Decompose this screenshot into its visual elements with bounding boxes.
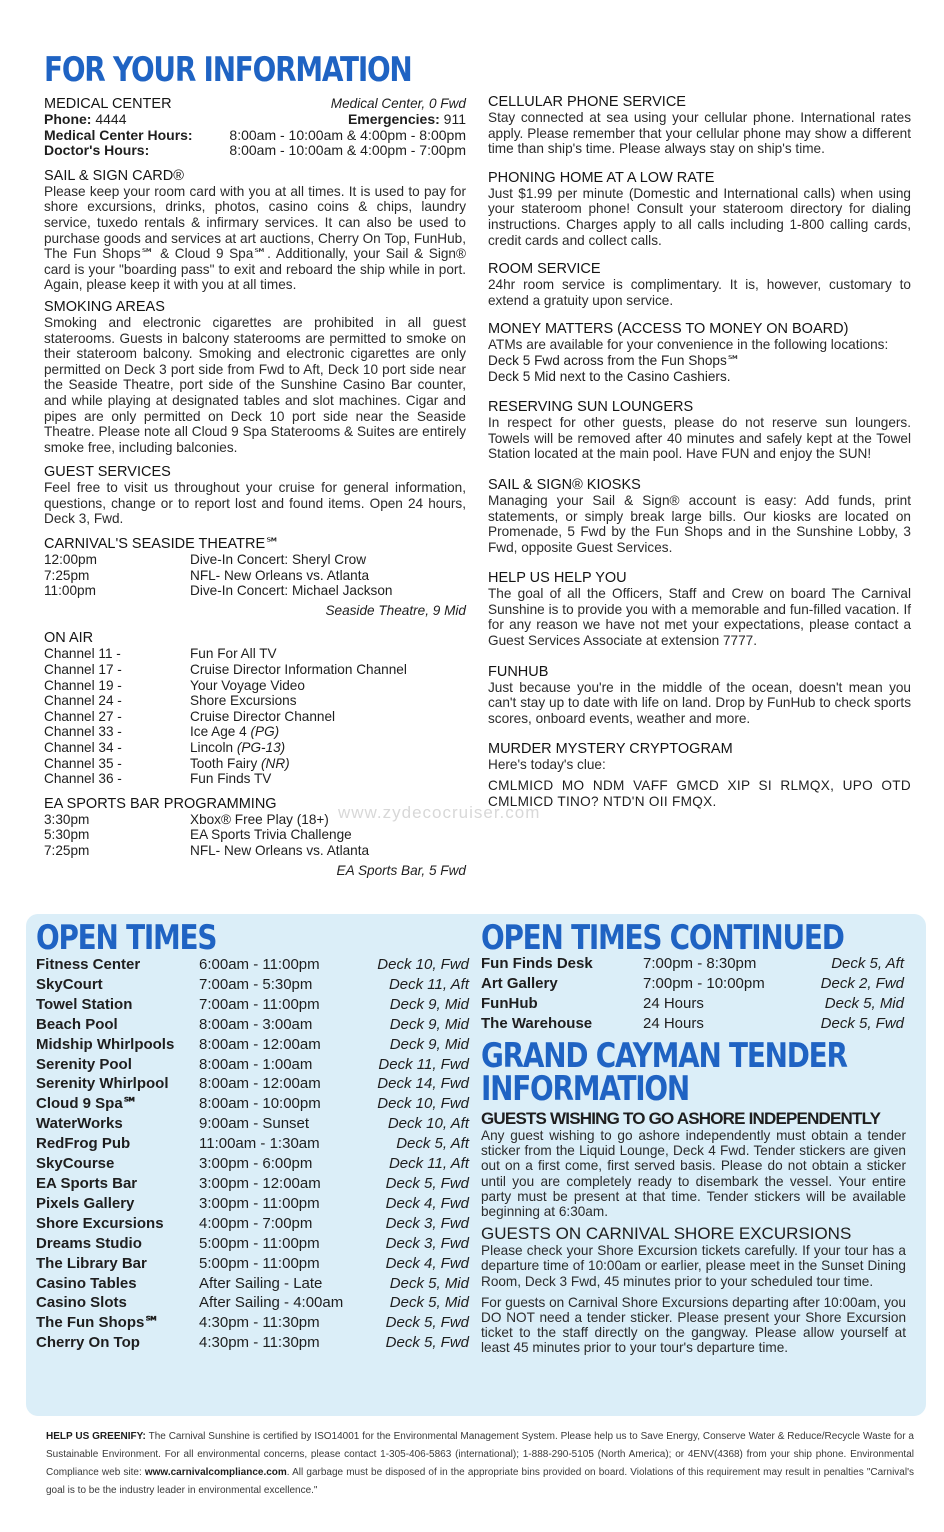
info-body: 24hr room service is complimentary. It is, however, customary to extend a gratuity upon service. bbox=[488, 277, 911, 308]
info-body: Here's today's clue: bbox=[488, 757, 606, 773]
channel-number: Channel 34 - bbox=[44, 740, 122, 755]
phone-number: 4444 bbox=[95, 111, 127, 127]
ea-sports-location: EA Sports Bar, 5 Fwd bbox=[336, 862, 466, 878]
info-heading: MURDER MYSTERY CRYPTOGRAM bbox=[488, 741, 733, 758]
venue-hours: 7:00am - 11:00pm bbox=[199, 995, 320, 1013]
venue-hours: 8:00am - 12:00am bbox=[199, 1035, 321, 1053]
open-times-row bbox=[36, 995, 469, 1015]
schedule-row bbox=[44, 583, 466, 599]
show-title: Ice Age 4 bbox=[190, 724, 251, 740]
schedule-time: 11:00pm bbox=[44, 583, 96, 599]
info-section bbox=[488, 399, 911, 462]
channel-row bbox=[44, 646, 466, 662]
watermark: www.zydecocruiser.com bbox=[338, 803, 541, 822]
venue-name: Casino Slots bbox=[36, 1294, 127, 1312]
open-times-row bbox=[36, 1254, 469, 1274]
footer-text: The Carnival Sunshine is certified by ISO14001 for the Environmental Management System. Please help us to Save Energy, Conserve Water & Reduce/Recycle Waste for a Sustainable Environment. For all environmental concerns, please contact 1-305-406-5863 (international); 1-888-290-5105 (North America); or 4ENV(4368) from your ship phone. Environmental Compliance web site: bbox=[46, 1431, 914, 1478]
info-body: The goal of all the Officers, Staff and Crew on board The Carnival Sunshine is to provide you with a memorable and fun-filled vacation. If for any reason we have not met your expectations, please contact a Guest Services Associate at extension 7777. bbox=[488, 586, 911, 649]
venue-hours: 7:00am - 5:30pm bbox=[199, 975, 313, 993]
venue-location: Deck 5, Aft bbox=[831, 955, 904, 972]
medical-heading: MEDICAL CENTER bbox=[44, 96, 172, 112]
venue-name: The Library Bar bbox=[36, 1254, 147, 1272]
ea-sports-heading: EA SPORTS BAR PROGRAMMING bbox=[44, 795, 277, 812]
channel-row bbox=[44, 709, 466, 725]
show-title: Fun For All TV bbox=[190, 646, 277, 662]
venue-name: WaterWorks bbox=[36, 1115, 123, 1133]
tender-excursions-body: Please check your Shore Excursion tickets carefully. If your tour has a departure time of 10:00am or earlier, please meet in the Sunset Dining Room, Deck 3 Fwd, 45 minutes prior to your scheduled tour time. bbox=[481, 1243, 906, 1289]
venue-name: Fitness Center bbox=[36, 956, 141, 973]
open-times-row bbox=[36, 1035, 469, 1055]
open-times-continued-title: OPEN TIMES CONTINUED bbox=[481, 918, 844, 958]
compliance-link[interactable]: www.carnivalcompliance.com bbox=[144, 1467, 287, 1478]
info-section bbox=[488, 664, 911, 727]
info-line: Deck 5 Fwd across from the Fun Shops℠ bbox=[488, 352, 741, 368]
venue-name: EA Sports Bar bbox=[36, 1174, 138, 1192]
venue-hours: After Sailing - Late bbox=[199, 1274, 323, 1292]
info-section bbox=[488, 477, 911, 555]
schedule-desc: Dive-In Concert: Sheryl Crow bbox=[190, 552, 367, 568]
info-body: Managing your Sail & Sign® account is easy: Add funds, print statements, or simply break large bills. Our kiosks are located on Promenade, 5 Fwd by the Fun Shops and in the Sunshine Lobby, 3 Fwd, opposite Guest Services. bbox=[488, 492, 911, 555]
venue-hours: 5:00pm - 11:00pm bbox=[199, 1234, 320, 1252]
venue-name: The Warehouse bbox=[481, 1014, 593, 1032]
open-times-row bbox=[36, 1313, 469, 1333]
open-times-row bbox=[36, 1274, 469, 1294]
medical-location: Medical Center, 0 Fwd bbox=[330, 96, 466, 111]
channel-show bbox=[190, 724, 466, 740]
open-times-row bbox=[481, 994, 904, 1014]
venue-location: Deck 2, Fwd bbox=[820, 974, 904, 992]
venue-location: Deck 4, Fwd bbox=[385, 1254, 469, 1272]
venue-hours: 24 Hours bbox=[643, 994, 704, 1012]
info-body: Just because you're in the middle of the ocean, doesn't mean you can't stay up to date with life on land. Drop by FunHub to check sports scores, onboard events, weather and more. bbox=[488, 679, 911, 726]
guest-services-heading: GUEST SERVICES bbox=[44, 464, 171, 481]
venue-name: RedFrog Pub bbox=[36, 1135, 131, 1153]
open-times-row bbox=[36, 1134, 469, 1154]
venue-location: Deck 9, Mid bbox=[389, 1035, 469, 1053]
channel-show bbox=[190, 756, 466, 772]
open-times-row bbox=[36, 1234, 469, 1254]
tender-sub-independent: GUESTS WISHING TO GO ASHORE INDEPENDENTLY bbox=[481, 1109, 881, 1128]
smoking-body: Smoking and electronic cigarettes are prohibited in all guest staterooms. Guests in balcony staterooms are permitted to smoke on their stateroom balcony. Smoking and electronic cigarettes are only permitted on Deck 3 port side from Fwd to Aft, Deck 10 port side near the Seaside Theatre, port side of the Sunshine Casino Bar counter, and while playing at designated tables and slot machines. Cigar and pipes are only permitted on Deck 10 port side near the Seaside Theatre. Please note all Cloud 9 Spa Staterooms & Suites are entirely smoke free, including balconies. bbox=[44, 314, 466, 455]
channel-row bbox=[44, 693, 466, 709]
info-body: In respect for other guests, please do not reserve sun loungers. Towels will be removed after 40 minutes and safely kept at the Towel Station located at the main pool. Have FUN and enjoy the SUN! bbox=[488, 415, 911, 462]
venue-name: Cloud 9 Spa℠ bbox=[36, 1095, 138, 1113]
venue-name: Cherry On Top bbox=[36, 1334, 140, 1352]
schedule-time: 5:30pm bbox=[44, 827, 90, 843]
open-times-table bbox=[36, 955, 469, 1353]
open-times-row bbox=[36, 1154, 469, 1174]
info-body: Stay connected at sea using your cellular phone. International rates apply. Please remember that your cellular phone may show a different time than ship's time. Please always stay on ship's time. bbox=[488, 110, 911, 157]
show-title: Cruise Director Channel bbox=[190, 708, 336, 724]
open-times-row bbox=[36, 975, 469, 995]
left-column bbox=[44, 96, 466, 878]
channel-number: Channel 36 - bbox=[44, 771, 122, 787]
schedule-desc: NFL- New Orleans vs. Atlanta bbox=[190, 842, 370, 858]
schedule-time: 12:00pm bbox=[44, 552, 97, 568]
venue-location: Deck 5, Fwd bbox=[385, 1334, 469, 1352]
open-times-row bbox=[36, 955, 469, 975]
venue-location: Deck 5, Aft bbox=[396, 1135, 469, 1153]
venue-hours: 24 Hours bbox=[643, 1014, 704, 1032]
channel-row bbox=[44, 678, 466, 694]
channel-show bbox=[190, 709, 466, 725]
info-section bbox=[488, 170, 911, 248]
tender-independent-body: Any guest wishing to go ashore independently must obtain a tender sticker from the Liquid Lounge, Deck 4 Fwd. Tender stickers are given out on a first come, first served basis. Please do not obtain a sticker until you are completely ready to disembark the vessel. Your entire party must be present at that time. Tender stickers will be available beginning at 6:30am. bbox=[481, 1128, 906, 1220]
channel-row bbox=[44, 662, 466, 678]
schedule-desc: Dive-In Concert: Michael Jackson bbox=[190, 583, 393, 599]
open-times-row bbox=[36, 1174, 469, 1194]
venue-hours: 4:00pm - 7:00pm bbox=[199, 1214, 313, 1232]
venue-name: The Fun Shops℠ bbox=[36, 1314, 160, 1332]
schedule-time: 7:25pm bbox=[44, 842, 90, 858]
tender-title-line2: INFORMATION bbox=[481, 1069, 689, 1109]
open-times-row bbox=[36, 1015, 469, 1035]
theatre-location: Seaside Theatre, 9 Mid bbox=[325, 602, 466, 618]
venue-location: Deck 3, Fwd bbox=[385, 1234, 469, 1252]
venue-location: Deck 10, Fwd bbox=[377, 1095, 469, 1113]
open-times-row bbox=[36, 1214, 469, 1234]
venue-hours: 7:00pm - 8:30pm bbox=[643, 955, 757, 972]
venue-name: FunHub bbox=[481, 994, 538, 1012]
schedule-row bbox=[44, 843, 466, 859]
schedule-row bbox=[44, 568, 466, 584]
venue-location: Deck 5, Fwd bbox=[385, 1174, 469, 1192]
info-section bbox=[488, 741, 911, 809]
show-title: Lincoln bbox=[190, 740, 237, 755]
info-section bbox=[488, 94, 911, 157]
show-rating: (PG-13) bbox=[236, 740, 286, 755]
venue-hours: 11:00am - 1:30am bbox=[199, 1135, 320, 1153]
open-times-row bbox=[36, 1114, 469, 1134]
info-heading: FUNHUB bbox=[488, 663, 549, 680]
medical-hours: 8:00am - 10:00am & 4:00pm - 8:00pm bbox=[229, 126, 466, 143]
channel-show bbox=[190, 646, 466, 662]
guest-services-body: Feel free to visit us throughout your cruise for general information, questions, change or to report lost and found items. Open 24 hours, Deck 3, Fwd. bbox=[44, 480, 466, 527]
schedule-time: 3:30pm bbox=[44, 811, 90, 827]
info-heading: RESERVING SUN LOUNGERS bbox=[488, 399, 694, 416]
venue-location: Deck 10, Aft bbox=[387, 1115, 469, 1133]
medical-hours-label: Medical Center Hours: bbox=[44, 126, 193, 143]
schedule-time: 7:25pm bbox=[44, 567, 90, 583]
venue-name: Fun Finds Desk bbox=[481, 955, 593, 972]
show-title: Fun Finds TV bbox=[190, 771, 272, 787]
venue-hours: 7:00pm - 10:00pm bbox=[643, 974, 765, 992]
theatre-schedule bbox=[44, 552, 466, 599]
venue-name: Dreams Studio bbox=[36, 1234, 142, 1252]
emergency-number: 911 bbox=[443, 111, 466, 127]
venue-hours: 8:00am - 12:00am bbox=[199, 1075, 321, 1093]
footer-tail: . All garbage must be disposed of in the appropriate bins provided on board. Violations of this requirement may result in penalties "Carnival's goal is to be the industry leader in environmental excellence." bbox=[46, 1467, 914, 1496]
open-times-row bbox=[481, 974, 904, 994]
open-times-row bbox=[481, 1014, 904, 1034]
channel-number: Channel 11 - bbox=[44, 646, 121, 662]
venue-hours: 3:00pm - 6:00pm bbox=[199, 1155, 313, 1173]
venue-name: Midship Whirlpools bbox=[36, 1035, 175, 1053]
schedule-desc: NFL- New Orleans vs. Atlanta bbox=[190, 567, 370, 583]
venue-name: Art Gallery bbox=[481, 974, 558, 992]
venue-location: Deck 11, Aft bbox=[388, 975, 469, 993]
info-body: Just $1.99 per minute (Domestic and International calls) when using your stateroom phone! Consult your stateroom directory for dialing instructions. Charges apply to all calls including 1-800 calling cards, credit cards and collect calls. bbox=[488, 185, 911, 248]
channel-show bbox=[190, 662, 466, 678]
open-times-row bbox=[36, 1293, 469, 1313]
info-section bbox=[488, 570, 911, 648]
venue-hours: 8:00am - 10:00pm bbox=[199, 1095, 321, 1113]
doctor-hours: 8:00am - 10:00am & 4:00pm - 7:00pm bbox=[229, 142, 466, 159]
venue-name: SkyCourt bbox=[36, 975, 103, 993]
venue-name: Towel Station bbox=[36, 995, 133, 1013]
venue-location: Deck 5, Mid bbox=[389, 1274, 469, 1292]
open-times-row bbox=[36, 1094, 469, 1114]
phone-label: Phone: bbox=[44, 111, 92, 127]
on-air-heading: ON AIR bbox=[44, 630, 94, 647]
info-body: ATMs are available for your convenience in the following locations: bbox=[488, 337, 889, 353]
venue-hours: 4:30pm - 11:30pm bbox=[199, 1334, 320, 1352]
on-air-schedule bbox=[44, 646, 466, 786]
venue-location: Deck 11, Fwd bbox=[378, 1055, 469, 1073]
venue-hours: 9:00am - Sunset bbox=[199, 1115, 310, 1133]
emergency-label: Emergencies: bbox=[347, 111, 440, 127]
cryptogram-text: CMLMICD MO NDM VAFF GMCD XIP SI RLMQX, UPO OTD CMLMICD TINO? NTD'N OII FMQX. bbox=[488, 778, 911, 809]
tender-sub-excursions: GUESTS ON CARNIVAL SHORE EXCURSIONS bbox=[481, 1224, 852, 1244]
show-rating: (NR) bbox=[261, 755, 290, 771]
channel-show bbox=[190, 740, 466, 756]
info-heading: HELP US HELP YOU bbox=[488, 570, 627, 587]
info-section bbox=[488, 261, 911, 308]
open-times-row bbox=[36, 1055, 469, 1075]
doctor-hours-label: Doctor's Hours: bbox=[44, 142, 150, 159]
info-heading: MONEY MATTERS (ACCESS TO MONEY ON BOARD) bbox=[488, 321, 849, 338]
show-title: Tooth Fairy bbox=[190, 755, 262, 771]
smoking-heading: SMOKING AREAS bbox=[44, 298, 165, 315]
venue-name: SkyCourse bbox=[36, 1155, 115, 1173]
info-heading: SAIL & SIGN® KIOSKS bbox=[488, 476, 641, 493]
channel-row bbox=[44, 740, 466, 756]
venue-hours: 3:00pm - 12:00am bbox=[199, 1174, 321, 1192]
theatre-heading: CARNIVAL'S SEASIDE THEATRE℠ bbox=[44, 536, 280, 553]
tender-title-line1: GRAND CAYMAN TENDER bbox=[481, 1036, 847, 1076]
venue-name: Serenity Pool bbox=[36, 1055, 132, 1073]
venue-location: Deck 10, Fwd bbox=[377, 956, 469, 973]
venue-hours: 4:30pm - 11:30pm bbox=[199, 1314, 320, 1332]
page-title: FOR YOUR INFORMATION bbox=[44, 50, 412, 90]
channel-row bbox=[44, 771, 466, 787]
footer-lead: HELP US GREENIFY: bbox=[46, 1431, 146, 1442]
channel-number: Channel 24 - bbox=[44, 693, 122, 709]
venue-hours: After Sailing - 4:00am bbox=[199, 1294, 344, 1312]
venue-location: Deck 5, Fwd bbox=[820, 1014, 904, 1032]
venue-name: Beach Pool bbox=[36, 1015, 118, 1033]
venue-name: Pixels Gallery bbox=[36, 1194, 135, 1212]
channel-row bbox=[44, 756, 466, 772]
channel-show bbox=[190, 693, 466, 709]
info-heading: PHONING HOME AT A LOW RATE bbox=[488, 169, 715, 186]
open-times-row bbox=[36, 1074, 469, 1094]
open-times-title: OPEN TIMES bbox=[36, 918, 217, 958]
channel-number: Channel 19 - bbox=[44, 677, 122, 693]
venue-name: Casino Tables bbox=[36, 1274, 137, 1292]
venue-hours: 6:00am - 11:00pm bbox=[199, 956, 320, 973]
channel-show bbox=[190, 678, 466, 694]
venue-location: Deck 5, Mid bbox=[389, 1294, 469, 1312]
channel-number: Channel 33 - bbox=[44, 724, 122, 740]
venue-hours: 5:00pm - 11:00pm bbox=[199, 1254, 320, 1272]
venue-location: Deck 5, Mid bbox=[824, 994, 904, 1012]
venue-hours: 8:00am - 3:00am bbox=[199, 1015, 313, 1033]
venue-location: Deck 9, Mid bbox=[389, 1015, 469, 1033]
info-heading: CELLULAR PHONE SERVICE bbox=[488, 94, 686, 110]
schedule-row bbox=[44, 827, 466, 843]
venue-location: Deck 14, Fwd bbox=[377, 1075, 469, 1093]
info-heading: ROOM SERVICE bbox=[488, 261, 601, 278]
venue-location: Deck 4, Fwd bbox=[385, 1194, 469, 1212]
schedule-desc: Xbox® Free Play (18+) bbox=[190, 811, 329, 827]
venue-location: Deck 9, Mid bbox=[389, 995, 469, 1013]
show-title: Your Voyage Video bbox=[190, 677, 305, 693]
schedule-row bbox=[44, 552, 466, 568]
venue-name: Serenity Whirlpool bbox=[36, 1075, 169, 1093]
medical-section bbox=[44, 96, 466, 159]
venue-hours: 3:00pm - 11:00pm bbox=[199, 1194, 320, 1212]
channel-row bbox=[44, 724, 466, 740]
channel-number: Channel 27 - bbox=[44, 708, 122, 724]
channel-number: Channel 35 - bbox=[44, 755, 122, 771]
venue-location: Deck 5, Fwd bbox=[385, 1314, 469, 1332]
info-section bbox=[488, 321, 911, 384]
sail-sign-body: Please keep your room card with you at all times. It is used to pay for shore excursions, drinks, photos, casino coins & chips, laundry service, tuxedo rentals & infirmary services. It can also be used to purchase goods and services at art auctions, Cherry On Top, FunHub, The Fun Shops℠ & Cloud 9 Spa℠. Additionally, your Sail & Sign® card is your "boarding pass" to exit and reboard the ship while in port. Again, please keep it with you at all times. bbox=[44, 183, 466, 293]
tender-after-body: For guests on Carnival Shore Excursions departing after 10:00am, you DO NOT need a tender sticker. Please present your Shore Excursion ticket to the staff directly on the gangway. Please allow yourself at least 45 minutes prior to your tour's departure time. bbox=[481, 1294, 906, 1356]
tender-section bbox=[481, 1036, 906, 1362]
open-times-row bbox=[481, 954, 904, 974]
venue-location: Deck 3, Fwd bbox=[385, 1214, 469, 1232]
show-rating: (PG) bbox=[250, 724, 280, 740]
venue-name: Shore Excursions bbox=[36, 1214, 164, 1232]
channel-number: Channel 17 - bbox=[44, 662, 122, 678]
greenify-footer bbox=[46, 1428, 914, 1500]
venue-hours: 8:00am - 1:00am bbox=[199, 1055, 313, 1073]
venue-location: Deck 11, Aft bbox=[388, 1155, 469, 1173]
sail-sign-heading: SAIL & SIGN CARD® bbox=[44, 167, 184, 184]
show-title: Cruise Director Information Channel bbox=[190, 662, 407, 678]
show-title: Shore Excursions bbox=[190, 693, 297, 709]
channel-show bbox=[190, 771, 466, 787]
info-line: Deck 5 Mid next to the Casino Cashiers. bbox=[488, 368, 731, 384]
schedule-desc: EA Sports Trivia Challenge bbox=[190, 827, 352, 843]
open-times-continued-table bbox=[481, 954, 904, 1034]
right-column bbox=[488, 94, 911, 809]
open-times-row bbox=[36, 1194, 469, 1214]
open-times-row bbox=[36, 1333, 469, 1353]
